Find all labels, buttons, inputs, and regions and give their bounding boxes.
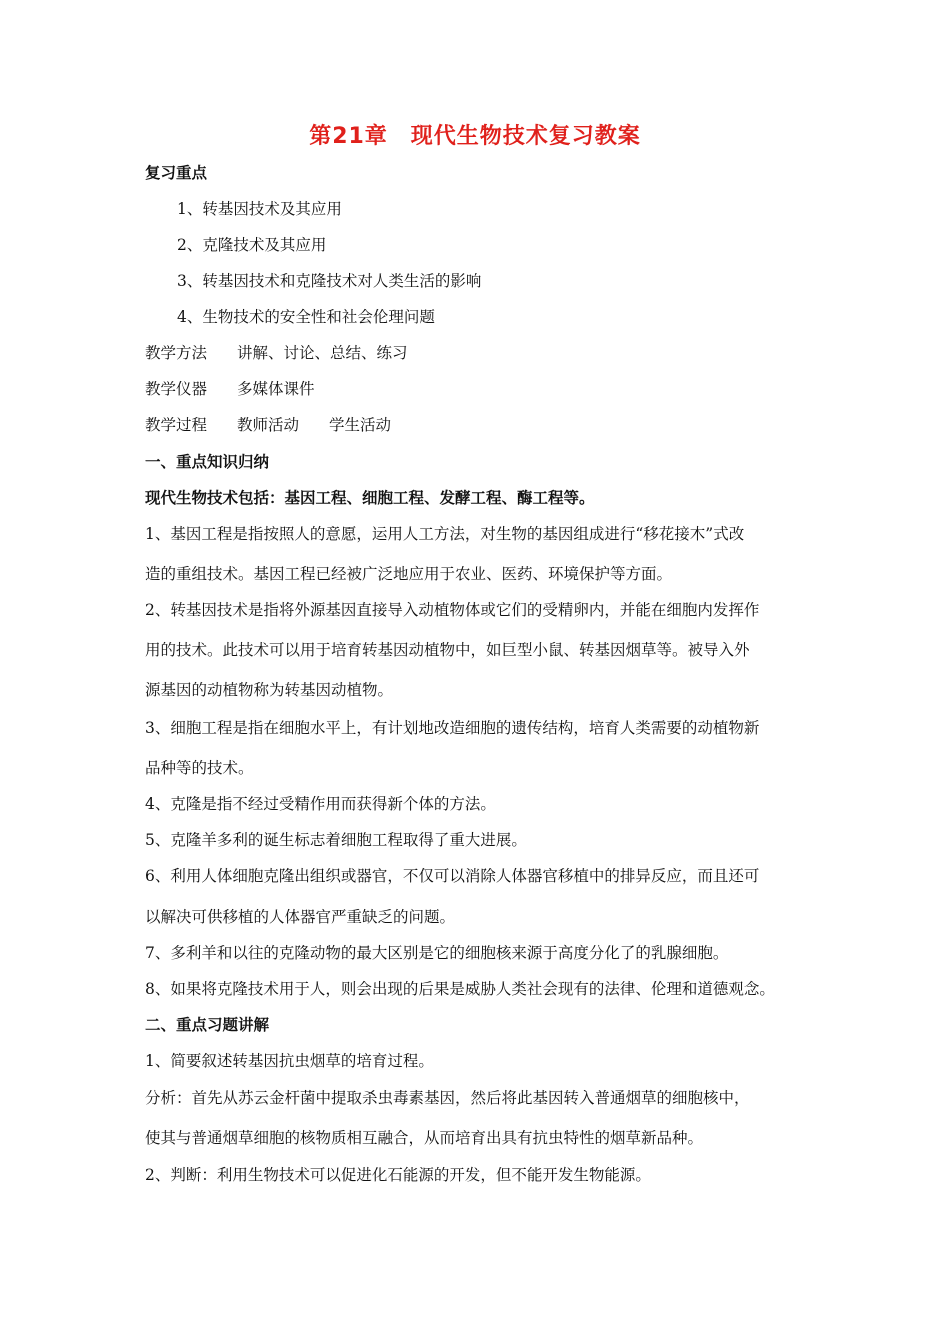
section1-line: 6、利用人体细胞克隆出组织或器官，不仅可以消除人体器官移植中的排异反应，而且还可 [145,867,760,885]
section2-line: 1、简要叙述转基因抗虫烟草的培育过程。 [145,1052,434,1070]
teaching-process-label: 教学过程 [145,416,208,434]
teaching-tools-value: 多媒体课件 [237,380,315,398]
review-point-item: 3、转基因技术和克隆技术对人类生活的影响 [177,272,482,290]
section2-heading: 二、重点习题讲解 [145,1016,270,1034]
section1-line: 5、克隆羊多利的诞生标志着细胞工程取得了重大进展。 [145,831,527,849]
section2-line: 2、判断：利用生物技术可以促进化石能源的开发，但不能开发生物能源。 [145,1166,651,1184]
section1-line: 8、如果将克隆技术用于人，则会出现的后果是威胁人类社会现有的法律、伦理和道德观念。 [145,980,775,998]
teaching-method-label: 教学方法 [145,344,208,362]
teacher-activity-label: 教师活动 [237,416,300,434]
review-points-heading: 复习重点 [145,164,208,182]
review-point-item: 4、生物技术的安全性和社会伦理问题 [177,308,435,326]
teaching-method-value: 讲解、讨论、总结、练习 [237,344,408,362]
page-title: 第21章 现代生物技术复习教案 [309,124,641,149]
section1-line: 3、细胞工程是指在细胞水平上，有计划地改造细胞的遗传结构，培育人类需要的动植物新 [145,719,760,737]
section1-line: 2、转基因技术是指将外源基因直接导入动植物体或它们的受精卵内，并能在细胞内发挥作 [145,601,760,619]
section1-intro: 现代生物技术包括：基因工程、细胞工程、发酵工程、酶工程等。 [145,489,595,507]
section1-line: 7、多利羊和以往的克隆动物的最大区别是它的细胞核来源于高度分化了的乳腺细胞。 [145,944,729,962]
section1-heading: 一、重点知识归纳 [145,453,270,471]
student-activity-label: 学生活动 [329,416,392,434]
teaching-process-row [145,413,391,437]
section1-line: 用的技术。此技术可以用于培育转基因动植物中，如巨型小鼠、转基因烟草等。被导入外 [145,641,750,659]
section1-line: 以解决可供移植的人体器官严重缺乏的问题。 [145,908,456,926]
section1-line: 源基因的动植物称为转基因动植物。 [145,681,394,699]
review-point-item: 2、克隆技术及其应用 [177,236,327,254]
teaching-tools-label: 教学仪器 [145,380,208,398]
section1-line: 4、克隆是指不经过受精作用而获得新个体的方法。 [145,795,496,813]
review-point-item: 1、转基因技术及其应用 [177,200,342,218]
section1-line: 品种等的技术。 [145,759,254,777]
section1-line: 1、基因工程是指按照人的意愿，运用人工方法，对生物的基因组成进行“移花接木”式改 [145,525,745,543]
teaching-method-row [145,341,408,365]
teaching-tools-row [145,377,315,401]
section1-line: 造的重组技术。基因工程已经被广泛地应用于农业、医药、环境保护等方面。 [145,565,673,583]
section2-line: 分析：首先从苏云金杆菌中提取杀虫毒素基因，然后将此基因转入普通烟草的细胞核中， [145,1089,750,1107]
section2-line: 使其与普通烟草细胞的核物质相互融合，从而培育出具有抗虫特性的烟草新品种。 [145,1129,704,1147]
